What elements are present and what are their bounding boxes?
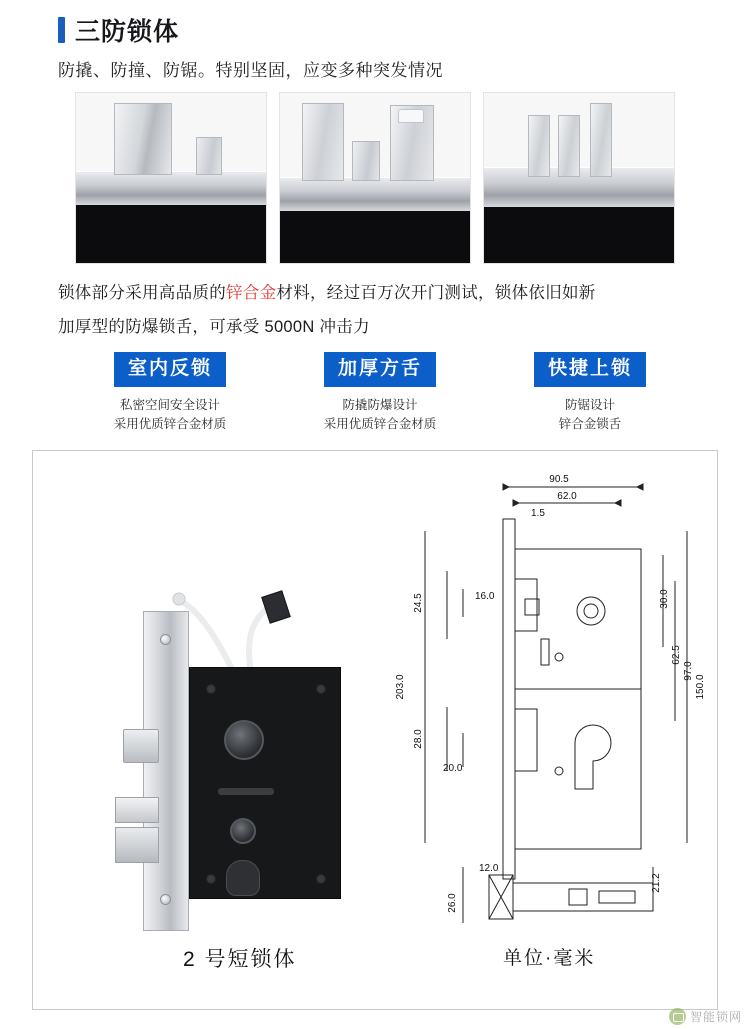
product-photo [279, 92, 471, 264]
section-title [58, 12, 179, 48]
feature-description-line: 防撬防爆设计 [342, 397, 418, 412]
photo-rail [280, 177, 470, 211]
feature-description-line: 采用优质锌合金材质 [113, 416, 227, 431]
dim-overall-width: 90.5 [549, 474, 569, 485]
page-subtitle: 防撬、防撞、防锯。特别坚固，应变多种突发情况 [58, 61, 443, 80]
dim-section-height: 12.0 [479, 863, 499, 874]
case-slot [218, 788, 274, 795]
feature-description-line: 锌合金锁舌 [558, 416, 622, 431]
drawing-caption-left: 2 号短锁体 [183, 948, 297, 971]
lock-latch-shape [196, 137, 222, 175]
title-accent-bar [58, 17, 65, 43]
dim-right-sub: 97.0 [683, 661, 694, 681]
dim-body-height: 203.0 [395, 674, 406, 700]
screw-icon [160, 894, 171, 905]
page-title: 三防锁体 [75, 18, 180, 46]
body-copy [58, 276, 698, 344]
lock-deadbolt-lower [115, 827, 159, 863]
lock-body-photo [93, 571, 353, 931]
watermark [669, 1008, 742, 1025]
feature-description-line: 防锯设计 [564, 397, 615, 412]
lock-case [189, 667, 341, 899]
dim-inner-width: 62.0 [557, 491, 577, 502]
drawing-caption-right: 单位·毫米 [503, 948, 596, 969]
case-rivet [206, 684, 216, 694]
feature-badge-label: 加厚方舌 [324, 352, 436, 387]
dim-section-right: 21.2 [651, 873, 662, 893]
photo-background [76, 205, 266, 263]
product-photo [483, 92, 675, 264]
lock-deadbolt-upper [115, 797, 159, 823]
feature-item [80, 352, 260, 434]
spindle-hole [224, 720, 264, 760]
feature-item [290, 352, 470, 434]
photo-rail [76, 171, 266, 205]
lock-fin-shape [558, 115, 580, 177]
lock-latch [123, 729, 159, 763]
case-rivet [316, 874, 326, 884]
feature-description-line: 采用优质锌合金材质 [323, 416, 437, 431]
lock-notch-shape [398, 109, 424, 123]
dim-right-total: 150.0 [695, 674, 706, 700]
feature-description [500, 396, 680, 434]
photo-strip [75, 92, 675, 264]
lock-fin-shape [590, 103, 612, 177]
feature-badges [80, 352, 680, 434]
lock-icon [669, 1008, 686, 1025]
body-copy-line-2: 加厚型的防爆锁舌，可承受 5000N 冲击力 [58, 318, 370, 336]
case-rivet [206, 874, 216, 884]
lock-fin-shape [528, 115, 550, 177]
dim-hole-offset: 16.0 [475, 591, 495, 602]
feature-item [500, 352, 680, 434]
dim-top-offset: 24.5 [413, 593, 424, 613]
dim-right-top: 30.0 [659, 589, 670, 609]
lock-faceplate [143, 611, 189, 931]
keyway-shape [226, 860, 260, 896]
body-copy-line-1 [58, 276, 698, 310]
dim-faceplate-thickness: 1.5 [531, 508, 545, 519]
screw-icon [160, 634, 171, 645]
feature-description [80, 396, 260, 434]
product-photo [75, 92, 267, 264]
watermark-text: 智能锁网 [689, 1010, 742, 1024]
dim-bottom-offset: 20.0 [443, 763, 463, 774]
photo-background [280, 205, 470, 263]
lock-bolt-shape [302, 103, 344, 181]
body-copy-highlight: 锌合金 [226, 284, 277, 302]
technical-drawing [363, 471, 706, 941]
feature-badge-label: 室内反锁 [114, 352, 226, 387]
feature-badge-label: 快捷上锁 [534, 352, 646, 387]
body-copy-line1-post: 材料，经过百万次开门测试，锁体依旧如新 [276, 284, 596, 302]
feature-description [290, 396, 470, 434]
spec-drawing-panel [32, 450, 718, 1010]
case-rivet [316, 684, 326, 694]
lock-latch-shape [352, 141, 380, 181]
photo-background [484, 205, 674, 263]
lock-bolt-shape [114, 103, 172, 175]
dim-right-mid: 62.5 [671, 645, 682, 665]
cylinder-hole [230, 818, 256, 844]
body-copy-line1-pre: 锁体部分采用高品质的 [58, 284, 226, 302]
dim-lower-offset: 28.0 [413, 729, 424, 749]
feature-description-line: 私密空间安全设计 [119, 397, 220, 412]
dim-section-depth: 26.0 [447, 893, 458, 913]
